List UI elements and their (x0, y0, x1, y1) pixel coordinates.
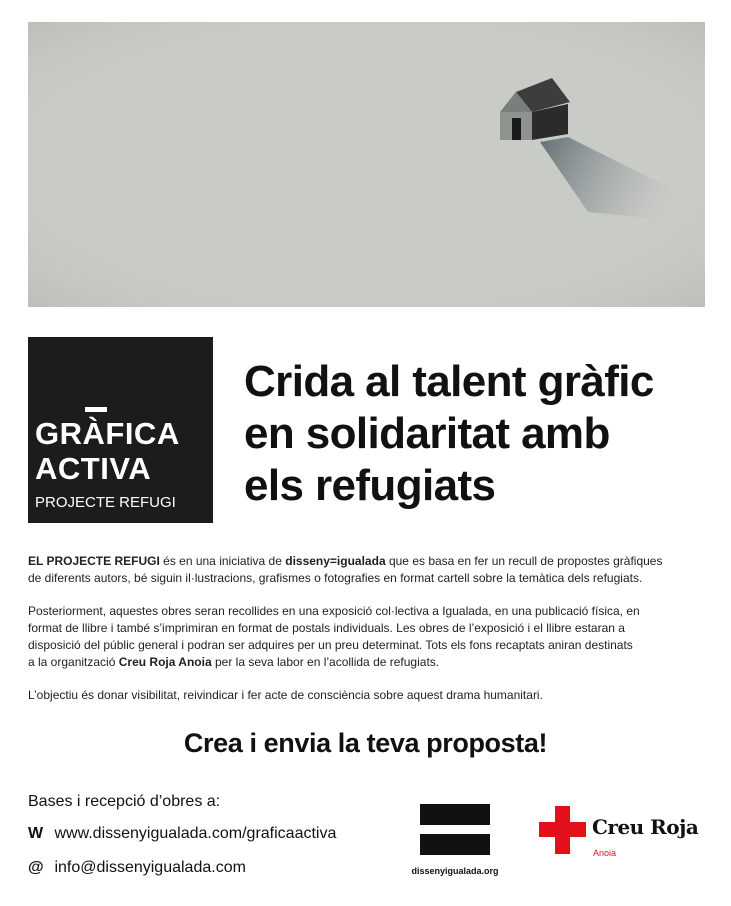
logo-line-2: ACTIVA (35, 451, 152, 486)
details-line-4a: a la organització (28, 655, 119, 669)
headline-line-2: en solidaritat amb (244, 409, 610, 458)
intro-project-name: EL PROJECTE REFUGI (28, 554, 160, 568)
headline-line-1: Crida al talent gràfic (244, 357, 654, 406)
grafica-activa-logo (28, 337, 213, 523)
intro-text-3: de diferents autors, bé siguin il·lustracions, grafismes o fotografies en format cartell sobre la temàtica dels refugiats. (28, 571, 643, 585)
disseny-igualada-url: dissenyigualada.org (411, 866, 499, 876)
equals-bar-bottom (420, 834, 490, 855)
website-link[interactable] (28, 825, 336, 843)
intro-org-name: disseny=igualada (285, 554, 386, 568)
page-headline (244, 356, 724, 512)
details-paragraph (28, 603, 708, 671)
website-url[interactable]: www.dissenyigualada.com/graficaactiva (54, 825, 337, 842)
details-line-2: format de llibre i també s’imprimiran en format de postals individuals. Les obres de l’exposició i el llibre estaran a (28, 621, 625, 635)
details-line-4c: per la seva labor en l’acollida de refugiats. (211, 655, 440, 669)
email-link[interactable] (28, 859, 246, 877)
logo-line-1: GRÀFICA (35, 416, 180, 451)
web-icon: W (28, 825, 44, 842)
hero-illustration (28, 22, 705, 307)
email-address[interactable]: info@dissenyigualada.com (54, 859, 246, 876)
red-cross-icon-horizontal (539, 822, 586, 837)
logo-accent-bar (85, 407, 107, 412)
house-illustration (28, 22, 705, 307)
details-line-1: Posteriorment, aquestes obres seran recollides en una exposició col·lectiva a Igualada, en una publicació física, en (28, 604, 640, 618)
logo-subtitle: PROJECTE REFUGI (35, 494, 176, 511)
at-icon: @ (28, 859, 44, 876)
equals-bar-top (420, 804, 490, 825)
call-to-action: Crea i envia la teva proposta! (183, 728, 548, 758)
disseny-igualada-logo (420, 804, 490, 855)
details-org-name: Creu Roja Anoia (118, 655, 212, 669)
creu-roja-sub: Anoia (593, 848, 617, 858)
details-line-3: disposició del públic general i podran ser adquires per un preu determinat. Tots els fons recaptats aniran destinats (28, 638, 633, 652)
bases-title: Bases i recepció d’obres a: (28, 793, 221, 810)
intro-paragraph (28, 553, 708, 587)
intro-text-2: que es basa en fer un recull de propostes gràfiques (385, 554, 663, 568)
headline-line-3: els refugiats (244, 461, 496, 510)
creu-roja-name: Creu Roja (592, 815, 699, 839)
intro-text-1: és en una iniciativa de (159, 554, 286, 568)
objective-paragraph: L’objectiu és donar visibilitat, reivindicar i fer acte de consciència sobre aquest drama humanitari. (28, 688, 543, 702)
